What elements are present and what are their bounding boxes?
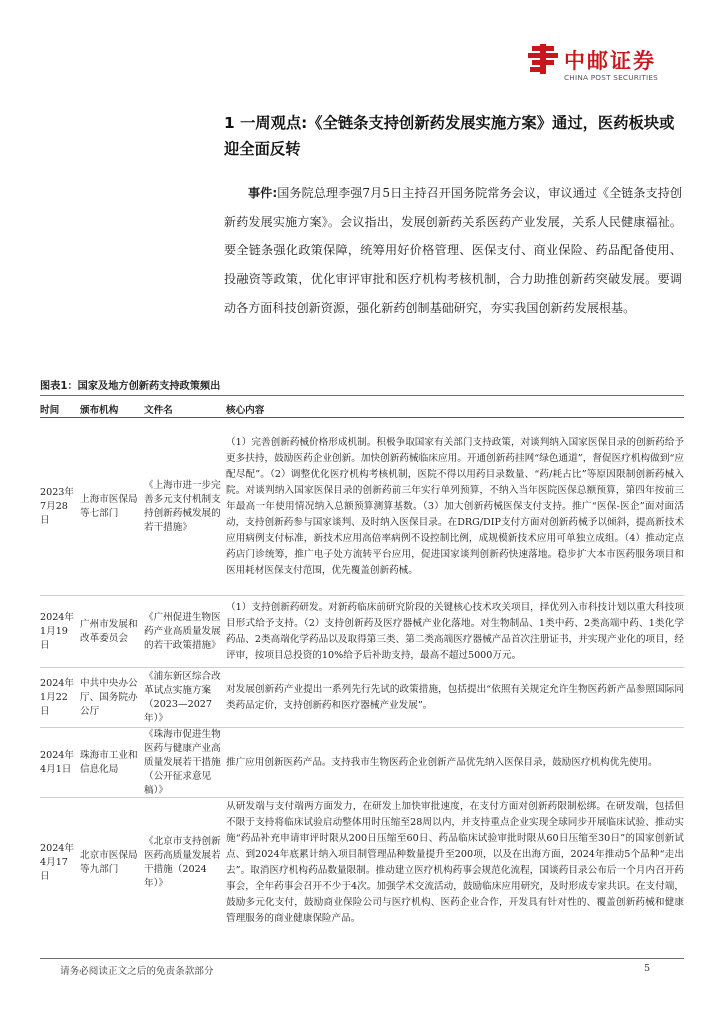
cell-time: 2023年7月28日 bbox=[40, 486, 75, 526]
table-row bbox=[40, 418, 684, 596]
cell-doc: 《北京市支持创新医药高质量发展若干措施（2024年）》 bbox=[144, 836, 221, 889]
page-number: 5 bbox=[644, 963, 651, 974]
table-title: 图表1：国家及地方创新药支持政策频出 bbox=[40, 381, 221, 392]
footer-divider bbox=[40, 958, 684, 959]
cell-core: 推广应用创新医药产品。支持我市生物医药企业创新产品优先纳入医保目录，鼓励医疗机构优先使用。 bbox=[226, 756, 658, 768]
cell-doc: 《浦东新区综合改革试点实施方案（2023—2027年）》 bbox=[144, 670, 221, 724]
event-paragraph bbox=[224, 179, 682, 323]
cell-org: 上海市医保局等七部门 bbox=[80, 493, 138, 519]
cell-core: 对发展创新药产业提出一系列先行先试的政策措施，包括提出“依照有关规定允许生物医药新产品参照国际同类药品定价，支持创新药和医疗器械产业发展”。 bbox=[226, 683, 684, 711]
event-label: 事件: bbox=[248, 186, 278, 200]
cell-doc: 《珠海市促进生物医药与健康产业高质量发展若干措施（公开征求意见稿）》 bbox=[144, 728, 221, 796]
cell-time: 2024年1月19日 bbox=[40, 611, 75, 651]
header-doc: 文件名 bbox=[144, 405, 173, 416]
header-org: 颁布机构 bbox=[80, 405, 119, 416]
cell-doc: 《广州促进生物医药产业高质量发展的若干政策措施》 bbox=[144, 611, 221, 651]
header-core: 核心内容 bbox=[226, 405, 265, 416]
section-heading: 1 一周观点:《全链条支持创新药发展实施方案》通过，医药板块或迎全面反转 bbox=[224, 114, 675, 158]
cell-org: 珠海市工业和信息化局 bbox=[80, 749, 138, 775]
cell-core: 从研发端与支付端两方面发力，在研发上加快审批速度，在支付方面对创新药限制松绑。在研发端，包括但不限于支持将临床试验启动整体用时压缩至28周以内，并支持重点企业实现全球同步开展临床试验、推动实施“药品补充申请审评时限从200日压缩至60日、药品临床试验审批时限从60日压缩至30日”的国家创新试点、到2024年底累计纳入项目制管理品种数量提升至200项，以及在出海方面，2024年推动5个品种“走出去”。取消医疗机构药品数量限制。推动建立医疗机构药事会规范化流程，国谈药目录公布后一个月内召开药事会，全年药事会召开不少于4次。加强学术交流活动，鼓励临床应用研究，及时形成专家共识。在支付端，鼓励多元化支付，鼓励商业保险公司与医疗机构、医药企业合作，开发具有针对性的、覆盖创新药械和健康管理服务的商业健康保险产品。 bbox=[226, 801, 684, 924]
brand-logo bbox=[528, 44, 698, 82]
cell-core: （1）支持创新药研发。对新药临床前研究阶段的关键核心技术攻关项目，择优列入市科技计划以重大科技项目形式给予支持。（2）支持创新药及医疗器械产业化落地。对生物制品、1类中药、2类高端中药、1类化学药品、2类高端化学药品以及取得第三类、第二类高端医疗器械产品首次注册证书，并实现产业化的项目，经评审，按项目总投资的10%给予后补助支持，最高不超过5000万元。 bbox=[226, 601, 684, 661]
china-post-logo-icon bbox=[528, 44, 558, 74]
cell-org: 中共中央办公厅、国务院办公厅 bbox=[80, 677, 138, 717]
table-row bbox=[40, 668, 684, 728]
table-row bbox=[40, 596, 684, 668]
table-row bbox=[40, 798, 684, 928]
cell-time: 2024年4月17日 bbox=[40, 843, 75, 882]
brand-name-cn: 中邮证券 bbox=[564, 49, 656, 73]
cell-doc: 《上海市进一步完善多元支付机制支持创新药械发展的若干措施》 bbox=[144, 479, 221, 533]
brand-name-en: CHINA POST SECURITIES bbox=[564, 73, 659, 82]
cell-org: 广州市发展和改革委员会 bbox=[80, 618, 138, 644]
event-text: 国务院总理李强7月5日主持召开国务院常务会议，审议通过《全链条支持创新药发展实施方案》。会议指出，发展创新药关系医药产业发展，关系人民健康福祉。要全链条强化政策保障，统筹用好价格管理、医保支付、商业保险、药品配备使用、投融资等政策，优化审评审批和医疗机构考核机制，合力助推创新药突破发展。要调动各方面科技创新资源，强化新药创制基础研究，夯实我国创新药发展根基。 bbox=[224, 186, 682, 315]
cell-time: 2024年1月22日 bbox=[40, 677, 75, 717]
cell-org: 北京市医保局等九部门 bbox=[80, 850, 138, 875]
cell-core: （1）完善创新药械价格形成机制。积极争取国家有关部门支持政策，对谈判纳入国家医保目录的创新药给予更多扶持，鼓励医药企业创新。加快创新药械临床应用。开通创新药挂网“绿色通道”，督促医疗机构做到“应配尽配”。（2）调整优化医疗机构考核机制，医院不得以用药目录数量、“药/耗占比”等原因限制创新药械入院。对谈判纳入国家医保目录的创新药前三年实行单列预算，不纳入当年医院医保总额预算，第四年按前三年最高一年使用情况纳入总额预算测算基数。（3）加大创新药械医保支付支持。推广“医保-医企”面对面活动，支持创新药参与国家谈判、及时纳入医保目录。在DRG/DIP支付方面对创新药械予以倾斜，提高新技术应用病例支付标准，新技术应用高倍率病例不设控制比例，成规模新技术应用可单独立成组。（4）推动定点药店门诊统筹，推广电子处方流转平台应用，促进国家谈判创新药快速落地。稳步扩大本市医药服务项目和医用耗材医保支付范围，优先覆盖创新药械。 bbox=[226, 436, 684, 576]
table-title-divider bbox=[40, 395, 684, 396]
table-header-row bbox=[40, 399, 684, 418]
policy-table bbox=[40, 399, 684, 928]
header-time: 时间 bbox=[40, 405, 60, 416]
cell-time: 2024年4月1日 bbox=[40, 749, 75, 775]
footer-disclaimer: 请务必阅读正文之后的免责条款部分 bbox=[60, 966, 214, 977]
table-row bbox=[40, 728, 684, 798]
